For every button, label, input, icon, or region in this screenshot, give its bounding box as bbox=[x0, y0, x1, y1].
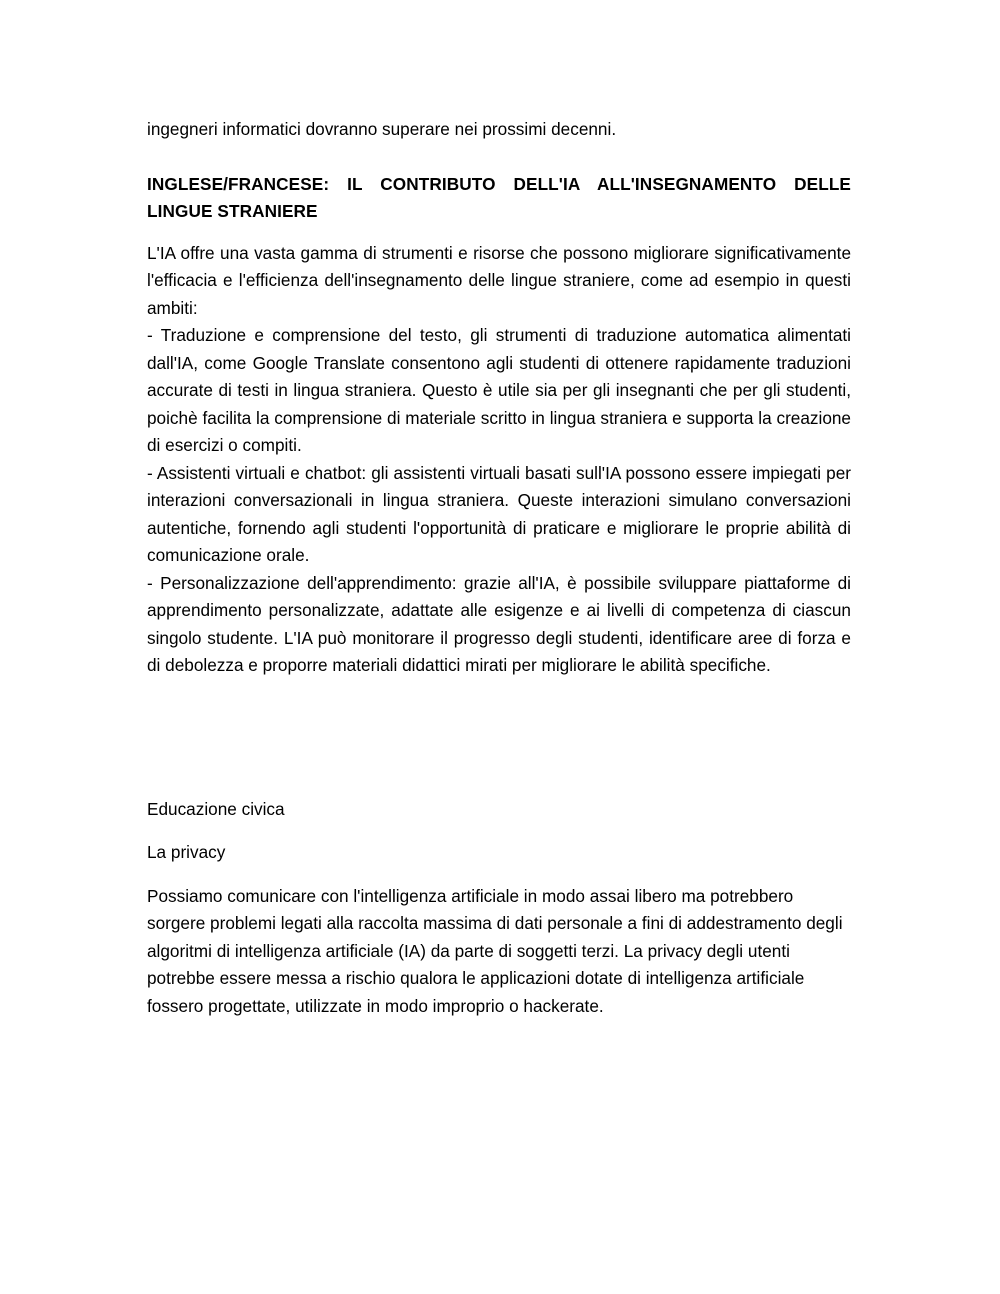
document-content bbox=[147, 116, 851, 1020]
paragraph-intro: L'IA offre una vasta gamma di strumenti e risorse che possono migliorare significativamente l'efficacia e l'efficienza dell'insegnamento delle lingue straniere, come ad esempio in questi ambiti: bbox=[147, 242, 851, 318]
paragraph-personalization: - Personalizzazione dell'apprendimento: grazie all'IA, è possibile sviluppare piattaforme di apprendimento personalizzate, adattate alle esigenze e ai livelli di competenza di ciascun singolo studente. L'IA può monitorare il progresso degli studenti, identificare aree di forza e di debolezza e proporre materiali didattici mirati per migliorare le abilità specifiche. bbox=[147, 572, 851, 675]
paragraph-translation: - Traduzione e comprensione del testo, gli strumenti di traduzione automatica alimentati dall'IA, come Google Translate consentono agli studenti di ottenere rapidamente traduzioni accurate di testi in lingua straniera. Questo è utile sia per gli insegnanti che per gli studenti, poichè facilita la comprensione di materiale scritto in lingua straniera e supporta la creazione di esercizi o compiti. bbox=[147, 325, 851, 455]
privacy-paragraph: Possiamo comunicare con l'intelligenza artificiale in modo assai libero ma potrebbero sorgere problemi legati alla raccolta massima di dati personale a fini di addestramento degli algoritmi di intelligenza artificiale (IA) da parte di soggetti terzi. La privacy degli utenti potrebbe essere messa a rischio qualora le applicazioni dotate di intelligenza artificiale fossero progettate, utilizzate in modo improprio o hackerate. bbox=[147, 885, 843, 1016]
paragraph-virtual-assistants: - Assistenti virtuali e chatbot: gli assistenti virtuali basati sull'IA possono essere impiegati per interazioni conversazionali in lingua straniera. Queste interazioni simulano conversazioni autentiche, fornendo agli studenti l'opportunità di praticare e migliorare le proprie abilità di comunicazione orale. bbox=[147, 462, 851, 565]
section-heading: INGLESE/FRANCESE: IL CONTRIBUTO DELL'IA ALL'INSEGNAMENTO DELLE LINGUE STRANIERE bbox=[147, 173, 851, 221]
privacy-title: La privacy bbox=[147, 842, 226, 862]
civics-title: Educazione civica bbox=[147, 798, 285, 819]
section-body bbox=[147, 240, 851, 680]
intro-line: ingegneri informatici dovranno superare nei prossimi decenni. bbox=[147, 119, 617, 139]
